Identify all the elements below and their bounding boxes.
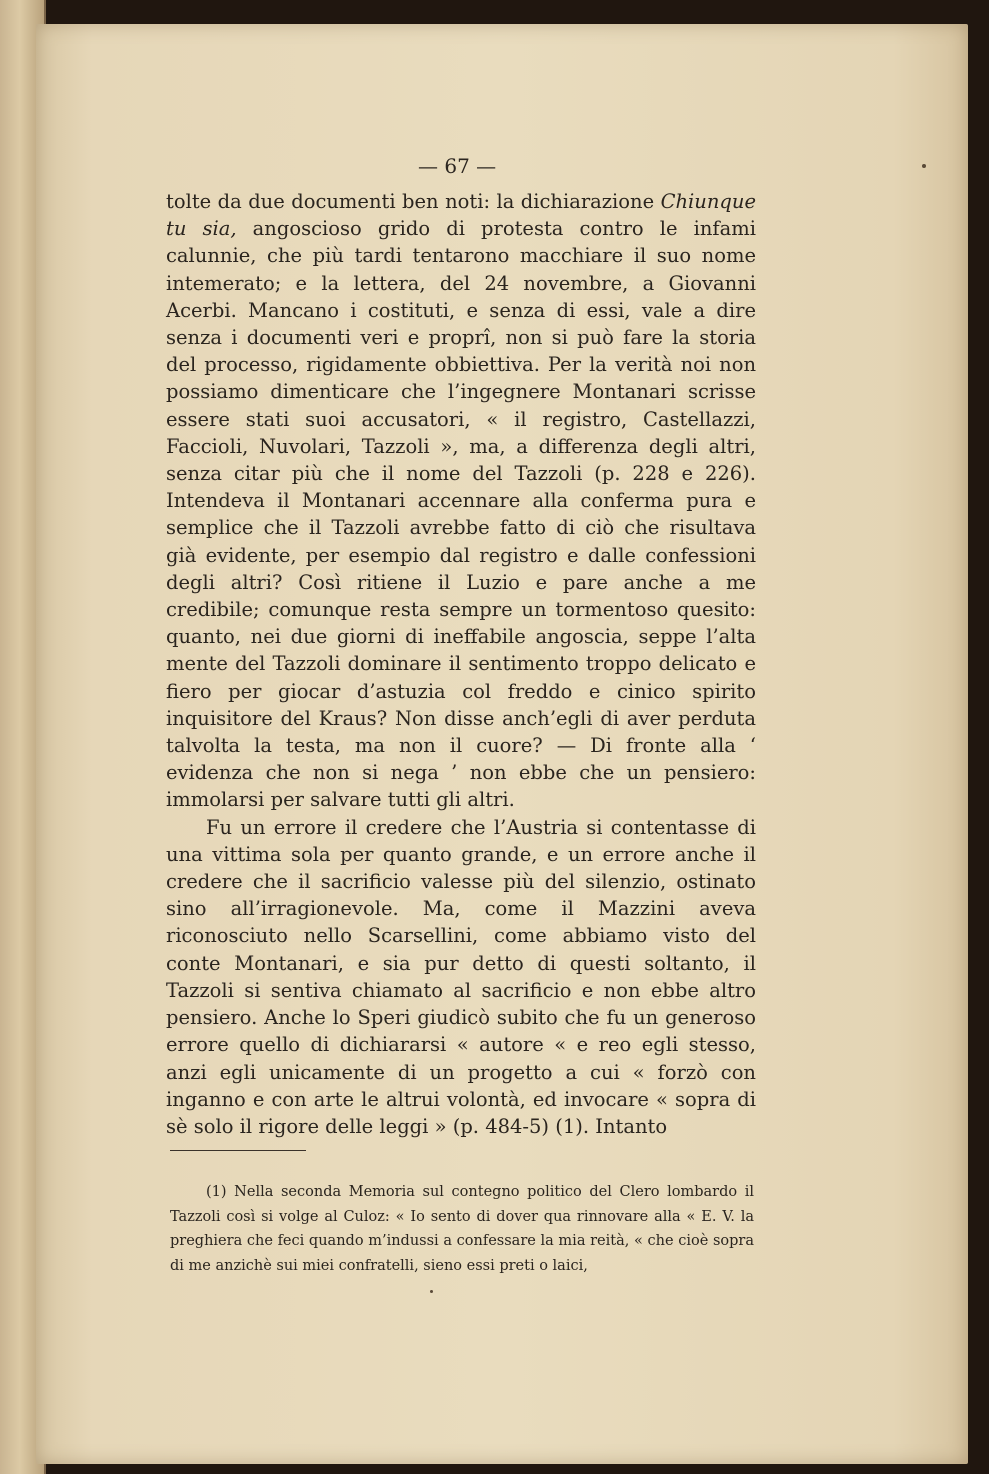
paragraph-1-italic: Chiunque tu sia,: [166, 190, 756, 241]
main-text: [166, 188, 756, 1140]
footnote-separator: [170, 1150, 306, 1151]
book-page: [36, 24, 968, 1464]
paragraph-1-rest: angoscioso grido di protesta contro le infami calunnie, che più tardi tentarono macchiare il suo nome intemerato; e la lettera, del 24 novembre, a Giovanni Acerbi. Mancano i costituti, e senza di essi, vale a dire senza i documenti veri e proprî, non si può fare la storia del processo, rigidamente obbiettiva. Per la verità noi non possiamo dimenticare che l’ingegnere Montanari scrisse essere stati suoi accusatori, « il registro, Castellazzi, Faccioli, Nuvolari, Tazzoli », ma, a differenza degli altri, senza citar più che il nome del Tazzoli (p. 228 e 226). Intendeva il Montanari accennare alla conferma pura e semplice che il Tazzoli avrebbe fatto di ciò che risultava già evidente, per esempio dal registro e dalle confessioni degli altri? Così ritiene il Luzio e pare anche a me credibile; comunque resta sempre un tormentoso quesito: quanto, nei due giorni di ineffabile angoscia, seppe l’alta mente del Tazzoli dominare il sentimento troppo delicato e fiero per giocar d’astuzia col freddo e cinico spirito inquisitore del Kraus? Non disse anch’egli di aver perduta talvolta la testa, ma non il cuore? — Di fronte alla ‘ evidenza che non si nega ’ non ebbe che un pensiero: immolarsi per salvare tutti gli altri.: [166, 217, 756, 812]
page-number: — 67 —: [418, 154, 497, 178]
footnote: [170, 1180, 754, 1278]
paragraph-2: Fu un errore il credere che l’Austria si contentasse di una vittima sola per quanto grande, e un errore anche il credere che il sacrificio valesse più del silenzio, ostinato sino all’irragionevole. Ma, come il Mazzini aveva riconosciuto nello Scarsellini, come abbiamo visto del conte Montanari, e sia pur detto di questi soltanto, il Tazzoli si sentiva chiamato al sacrificio e non ebbe altro pensiero. Anche lo Speri giudicò subito che fu un generoso errore quello di dichiararsi « autore « e reo egli stesso, anzi egli unicamente di un progetto a cui « forzò con inganno e con arte le altrui volontà, ed invocare « sopra di sè solo il rigore delle leggi » (p. 484-5) (1). Intanto: [166, 815, 756, 1138]
footnote-text: (1) Nella seconda Memoria sul contegno politico del Clero lombardo il Tazzoli così si volge al Culoz: « Io sento di dover qua rinnovare alla « E. V. la preghiera che feci quando m’indussi a confessare la mia reità, « che cioè sopra di me anzichè sui miei confratelli, sieno essi preti o laici,: [170, 1184, 754, 1274]
paper-speck: [430, 1290, 433, 1293]
paragraph-1-lead: tolte da due documenti ben noti: la dichiarazione: [166, 190, 661, 213]
paragraph-1: [166, 188, 756, 814]
paper-speck: [922, 164, 926, 168]
